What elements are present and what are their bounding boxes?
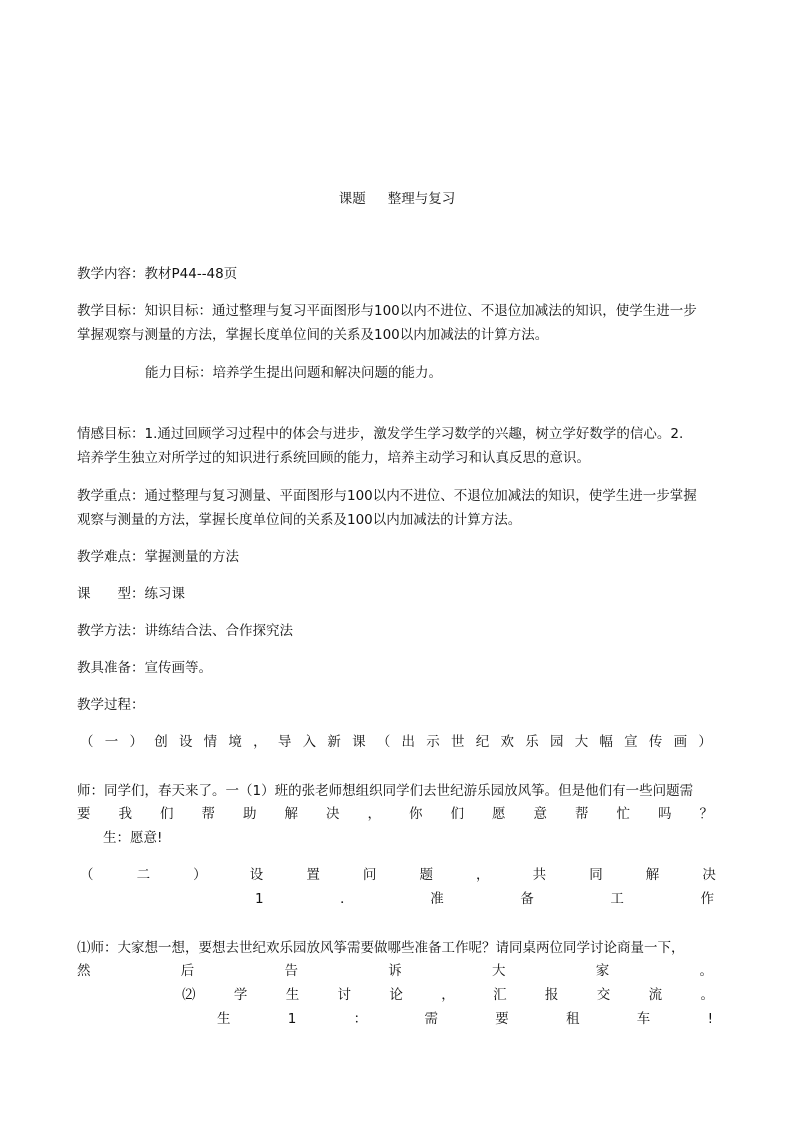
difficulty: 教学难点：掌握测量的方法	[77, 549, 239, 565]
section-1-heading-char: 大	[574, 734, 589, 750]
subsection-1-heading-char: 1	[255, 891, 264, 907]
question-2-line-char: 学	[233, 987, 248, 1003]
question-2-line-char: 。	[700, 987, 714, 1003]
teacher-line-2-char: 帮	[575, 806, 589, 822]
section-1-heading-char: 入	[302, 734, 317, 750]
section-1-heading-char: 一	[104, 734, 119, 750]
section-1-heading-char: ，	[253, 734, 267, 750]
teacher-line-2-char: ？	[699, 806, 713, 822]
student-1-answer-char: 需	[424, 1011, 438, 1027]
teaching-process: 教学过程：	[77, 697, 145, 713]
student-1-answer	[217, 1011, 713, 1028]
section-1-heading-char: 设	[178, 734, 193, 750]
section-1-heading-char: 传	[648, 734, 663, 750]
question-2-line	[182, 987, 714, 1004]
question-1-line-2-char: 诉	[388, 963, 402, 979]
teaching-content: 教学内容：教材P44--48页	[77, 266, 238, 282]
section-1-heading-char: （	[80, 734, 94, 750]
teacher-line-2-char: 忙	[616, 806, 630, 822]
question-2-line-char: 汇	[493, 987, 507, 1003]
section-1-heading-char: 课	[352, 734, 366, 750]
teacher-line-2-char: 意	[533, 806, 547, 822]
question-2-line-char: ，	[441, 987, 455, 1003]
question-2-line-char: 报	[544, 987, 559, 1003]
student-1-answer-char: !	[707, 1011, 713, 1027]
key-point-line-2: 观察与测量的方法，掌握长度单位间的关系及100以内加减法的计算方法。	[77, 512, 522, 528]
teacher-line-2-char: 帮	[201, 806, 215, 822]
section-2-heading-char: 题	[419, 867, 433, 883]
teaching-goal-line-2: 掌握观察与测量的方法，掌握长度单位间的关系及100以内加减法的计算方法。	[77, 327, 549, 343]
student-answer: 生：愿意!	[103, 830, 163, 846]
teacher-line-2-char: 愿	[492, 806, 506, 822]
lesson-type: 课 型：练习课	[77, 586, 185, 602]
question-1-line-2-char: 后	[180, 963, 195, 979]
teaching-method: 教学方法：讲练结合法、合作探究法	[77, 623, 293, 639]
emotion-goal-line-1: 情感目标：1.通过回顾学习过程中的体会与进步，激发学生学习数学的兴趣，树立学好数学的信心。2.	[77, 426, 684, 442]
question-1-line-2-char: 告	[284, 963, 298, 979]
question-2-line-char: 生	[285, 987, 300, 1003]
page-title	[0, 191, 794, 208]
teacher-line-2	[77, 806, 713, 823]
section-1-heading-char: 出	[401, 734, 416, 750]
section-2-heading-char: （	[80, 867, 94, 883]
section-1-heading-char: 新	[327, 734, 341, 750]
section-2-heading-char: 同	[589, 867, 603, 883]
section-2-heading-char: 置	[306, 867, 320, 883]
question-1-line-2	[77, 963, 713, 980]
section-1-heading-char: 幅	[599, 734, 613, 750]
question-1-line-2-char: 家	[595, 963, 610, 979]
section-2-heading-char: ）	[193, 867, 207, 883]
title-text: 整理与复习	[387, 191, 456, 207]
section-1-heading-char: （	[376, 734, 391, 750]
question-2-line-char: 流	[648, 987, 663, 1003]
section-1-heading-char: 纪	[475, 734, 490, 750]
section-2-heading-char: ，	[476, 867, 490, 883]
student-1-answer-char: 要	[495, 1011, 509, 1027]
subsection-1-heading	[255, 891, 714, 908]
student-1-answer-char: ：	[353, 1011, 368, 1027]
section-1-heading-char: 创	[154, 734, 168, 750]
section-1-heading-char: 境	[228, 734, 242, 750]
question-2-line-char: 讨	[337, 987, 352, 1003]
teacher-line-1: 师：同学们，春天来了。一（1）班的张老师想组织同学们去世纪游乐园放风筝。但是他们有一些问题需	[77, 783, 694, 799]
subsection-1-heading-char: 工	[610, 891, 624, 907]
section-1-heading-char: 示	[426, 734, 440, 750]
teacher-line-2-char: 吗	[658, 806, 672, 822]
question-2-line-char: ⑵	[182, 987, 196, 1003]
section-1-heading	[80, 734, 712, 751]
teacher-line-2-char: 决	[326, 806, 340, 822]
section-2-heading-char: 共	[532, 867, 547, 883]
student-1-answer-char: 生	[217, 1011, 231, 1027]
section-1-heading-char: ）	[698, 734, 712, 750]
student-1-answer-char: 1	[287, 1011, 297, 1027]
section-1-heading-char: 园	[549, 734, 564, 750]
subsection-1-heading-char: 准	[430, 891, 444, 907]
section-1-heading-char: ）	[129, 734, 143, 750]
section-2-heading-char: 问	[362, 867, 377, 883]
teacher-line-2-char: 助	[243, 806, 257, 822]
question-2-line-char: 交	[596, 987, 611, 1003]
title-label: 课题	[338, 191, 366, 207]
subsection-1-heading-char: 作	[700, 891, 714, 907]
teaching-goal-line-1: 教学目标：知识目标：通过整理与复习平面图形与100以内不进位、不退位加减法的知识，使学生进一步	[77, 303, 697, 319]
section-2-heading-char: 二	[136, 867, 151, 883]
subsection-1-heading-char: 备	[520, 891, 534, 907]
key-point-line-1: 教学重点：通过整理与复习测量、平面图形与100以内不进位、不退位加减法的知识，使学生进一步掌握	[77, 488, 697, 504]
section-2-heading-char: 设	[249, 867, 264, 883]
section-1-heading-char: 情	[203, 734, 218, 750]
section-1-heading-char: 宣	[624, 734, 638, 750]
teacher-line-2-char: 你	[409, 806, 423, 822]
teaching-tools: 教具准备：宣传画等。	[77, 660, 212, 676]
teacher-line-2-char: 们	[160, 806, 174, 822]
teacher-line-2-char: 要	[77, 806, 91, 822]
question-1-line-2-char: 。	[699, 963, 713, 979]
section-2-heading-char: 解	[645, 867, 660, 883]
question-2-line-char: 论	[389, 987, 403, 1003]
teacher-line-2-char: ，	[367, 806, 381, 822]
subsection-1-heading-char: ．	[340, 891, 354, 907]
section-1-heading-char: 乐	[525, 734, 539, 750]
student-1-answer-char: 租	[566, 1011, 580, 1027]
section-1-heading-char: 导	[277, 734, 292, 750]
teacher-line-2-char: 们	[450, 806, 464, 822]
student-1-answer-char: 车	[636, 1011, 651, 1027]
question-1-line-1: ⑴师：大家想一想，要想去世纪欢乐园放风筝需要做哪些准备工作呢？请同桌两位同学讨论商量一下，	[77, 940, 685, 956]
section-1-heading-char: 画	[673, 734, 688, 750]
section-1-heading-char: 世	[451, 734, 465, 750]
question-1-line-2-char: 大	[492, 963, 506, 979]
emotion-goal-line-2: 培养学生独立对所学过的知识进行系统回顾的能力，培养主动学习和认真反思的意识。	[77, 450, 590, 466]
section-1-heading-char: 欢	[500, 734, 514, 750]
section-2-heading	[80, 867, 716, 884]
teacher-line-2-char: 我	[118, 806, 132, 822]
ability-goal: 能力目标：培养学生提出问题和解决问题的能力。	[145, 365, 442, 381]
teacher-line-2-char: 解	[284, 806, 298, 822]
question-1-line-2-char: 然	[77, 963, 91, 979]
section-2-heading-char: 决	[702, 867, 716, 883]
